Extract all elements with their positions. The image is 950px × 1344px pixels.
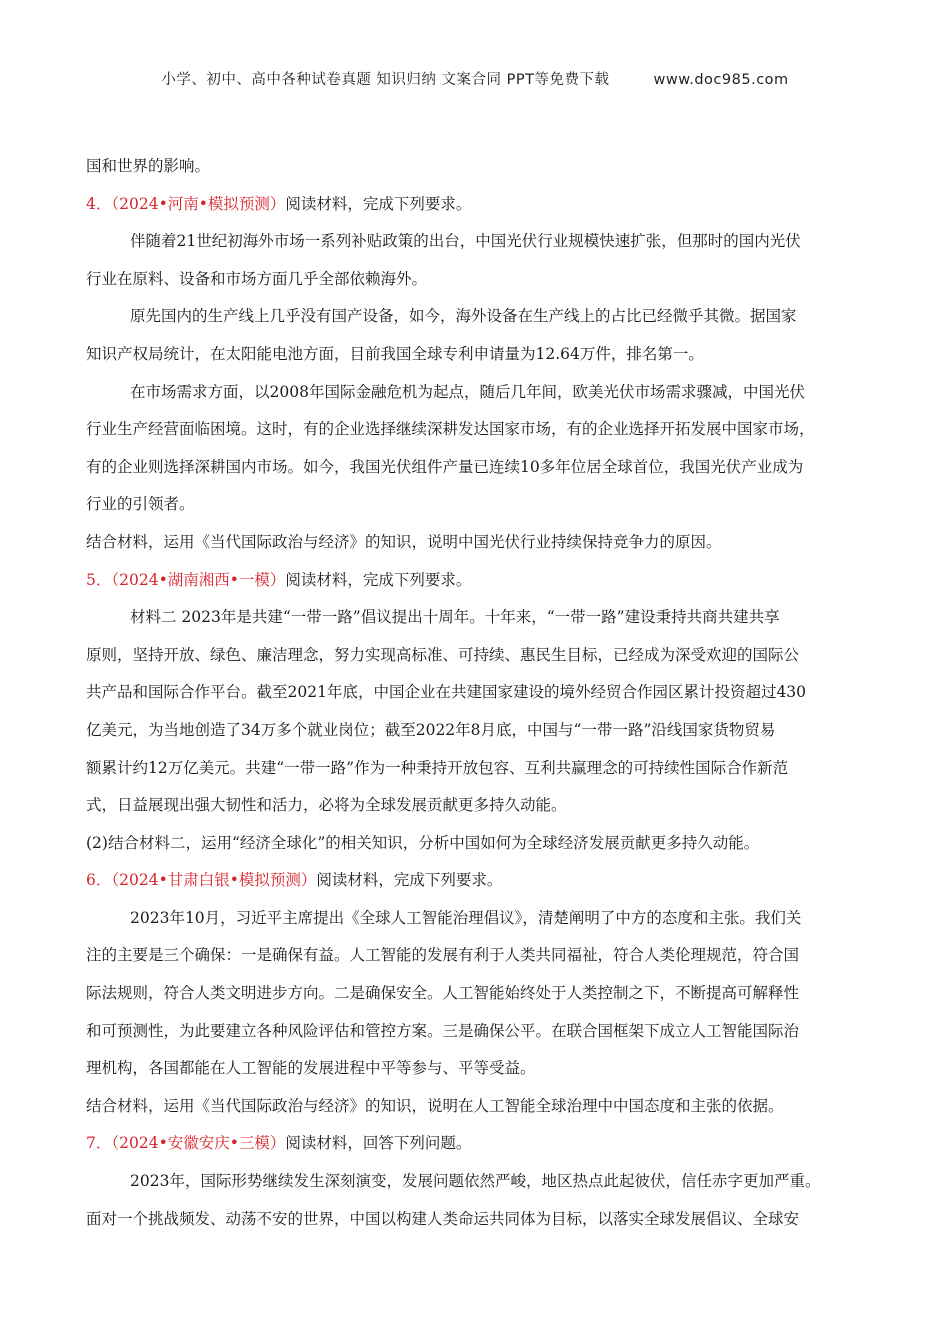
question-source: （2024•安徽安庆•三模） [111, 1134, 286, 1153]
q5-p1-line: 亿美元，为当地创造了34万多个就业岗位；截至2022年8月底，中国与“一带一路”沿线国家货物贸易 [86, 720, 776, 739]
q6-p1-line: 和可预测性，为此要建立各种风险评估和管控方案。三是确保公平。在联合国框架下成立人工智能国际治 [86, 1021, 800, 1040]
question-number: 5． [86, 570, 112, 589]
question-instruction: 阅读材料，完成下列要求。 [285, 570, 472, 589]
question-source: （2024•湖南湘西•一模） [111, 570, 286, 589]
question-4-heading [86, 186, 866, 224]
page-header [0, 68, 950, 89]
q5-p1-line: 额累计约12万亿美元。共建“一带一路”作为一种秉持开放包容、互利共赢理念的可持续性国际合作新范 [86, 758, 789, 777]
q5-p1-line: 共产品和国际合作平台。截至2021年底，中国企业在共建国家建设的境外经贸合作园区累计投资超过430 [86, 683, 807, 702]
q6-p1-line: 注的主要是三个确保：一是确保有益。人工智能的发展有利于人类共同福祉，符合人类伦理规范，符合国 [86, 946, 800, 965]
q6-p1-line: 理机构，各国都能在人工智能的发展进程中平等参与、平等受益。 [86, 1059, 536, 1078]
q6-p1-line: 际法规则，符合人类文明进步方向。二是确保安全。人工智能始终处于人类控制之下，不断提高可解释性 [86, 984, 800, 1003]
document-body [86, 148, 866, 1238]
question-number: 7． [86, 1134, 112, 1153]
question-5-heading [86, 562, 866, 600]
q4-p3-line: 行业生产经营面临困境。这时，有的企业选择继续深耕发达国家市场，有的企业选择开拓发展中国家市场， [86, 420, 815, 439]
question-instruction: 阅读材料，完成下列要求。 [316, 871, 503, 890]
question-6-heading [86, 862, 866, 900]
q4-p3-line: 有的企业则选择深耕国内市场。如今，我国光伏组件产量已连续10多年位居全球首位，我国光伏产业成为 [86, 457, 804, 476]
question-source: （2024•甘肃白银•模拟预测） [111, 871, 317, 890]
q4-p1-line: 行业在原料、设备和市场方面几乎全部依赖海外。 [86, 269, 428, 288]
q4-question: 结合材料，运用《当代国际政治与经济》的知识，说明中国光伏行业持续保持竞争力的原因。 [86, 532, 722, 551]
question-number: 4． [86, 194, 112, 213]
q6-p1-line: 2023年10月，习近平主席提出《全球人工智能治理倡议》，清楚阐明了中方的态度和主张。我们关 [130, 908, 802, 927]
q5-p1-line: 式，日益展现出强大韧性和活力，必将为全球发展贡献更多持久动能。 [86, 796, 567, 815]
q4-p1-line: 伴随着21世纪初海外市场一系列补贴政策的出台，中国光伏行业规模快速扩张，但那时的国内光伏 [130, 232, 801, 251]
q4-p2-line: 原先国内的生产线上几乎没有国产设备，如今，海外设备在生产线上的占比已经微乎其微。据国家 [130, 307, 797, 326]
q7-p1-line: 面对一个挑战频发、动荡不安的世界，中国以构建人类命运共同体为目标，以落实全球发展倡议、全球安 [86, 1209, 800, 1228]
question-number: 6． [86, 871, 112, 890]
question-source: （2024•河南•模拟预测） [111, 194, 286, 213]
q4-p2-line: 知识产权局统计，在太阳能电池方面，目前我国全球专利申请量为12.64万件，排名第一。 [86, 344, 704, 363]
q6-question: 结合材料，运用《当代国际政治与经济》的知识，说明在人工智能全球治理中中国态度和主张的依据。 [86, 1096, 784, 1115]
q7-p1-line: 2023年，国际形势继续发生深刻演变，发展问题依然严峻，地区热点此起彼伏，信任赤字更加严重。 [130, 1172, 821, 1191]
q4-p3-line: 行业的引领者。 [86, 495, 195, 514]
continuation-text: 国和世界的影响。 [86, 157, 211, 175]
question-instruction: 阅读材料，完成下列要求。 [285, 194, 472, 213]
q5-p1-line: 原则，坚持开放、绿色、廉洁理念，努力实现高标准、可持续、惠民生目标，已经成为深受欢迎的国际公 [86, 645, 800, 664]
q5-question: (2)结合材料二，运用“经济全球化”的相关知识，分析中国如何为全球经济发展贡献更多持久动能。 [86, 833, 760, 852]
q5-p1-line: 材料二 2023年是共建“一带一路”倡议提出十周年。十年来，“一带一路”建设秉持共商共建共享 [130, 608, 780, 627]
header-site-link[interactable]: www.doc985.com [653, 72, 789, 88]
question-7-heading [86, 1125, 866, 1163]
q4-p3-line: 在市场需求方面，以2008年国际金融危机为起点，随后几年间，欧美光伏市场需求骤减，中国光伏 [130, 382, 805, 401]
question-instruction: 阅读材料，回答下列问题。 [285, 1134, 472, 1153]
header-text: 小学、初中、高中各种试卷真题 知识归纳 文案合同 PPT等免费下载 [161, 72, 610, 88]
